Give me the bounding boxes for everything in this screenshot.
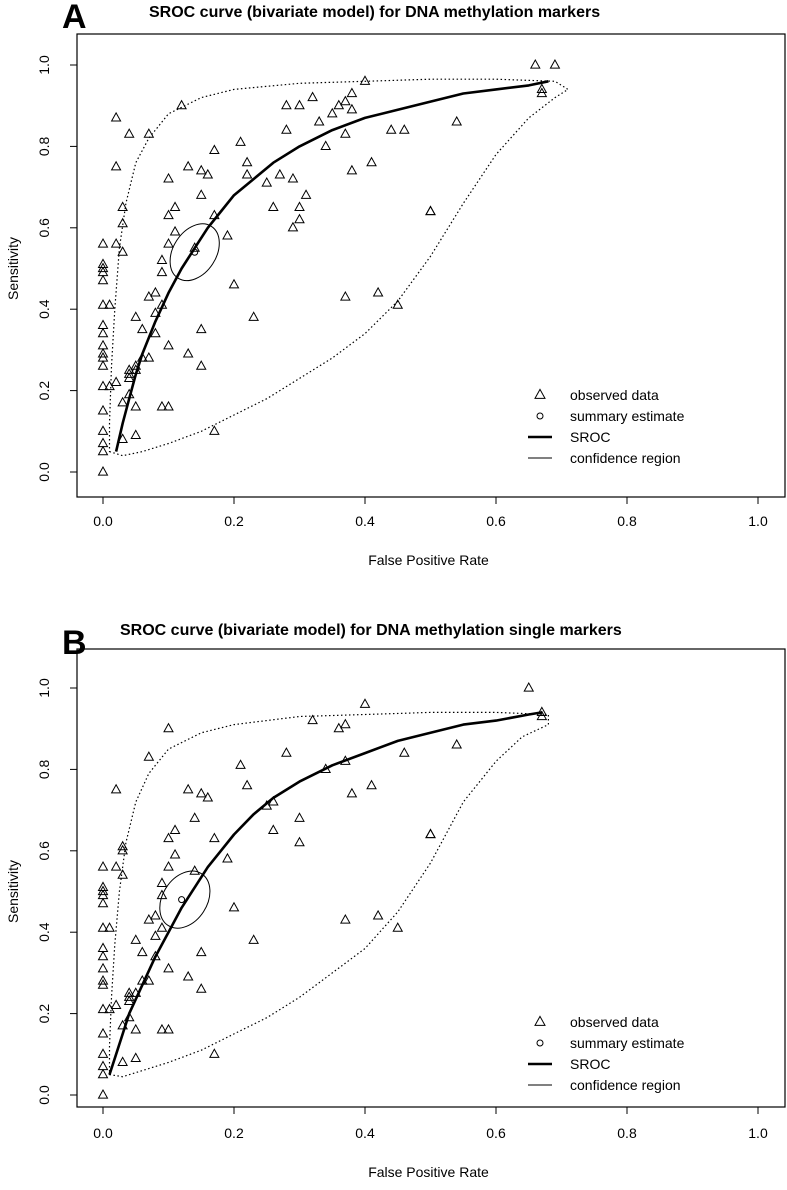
summary-confidence-ellipse xyxy=(160,215,230,290)
observed-data-point xyxy=(99,447,108,455)
observed-data-point xyxy=(164,834,173,842)
observed-data-point xyxy=(393,923,402,931)
observed-data-point xyxy=(157,878,166,886)
observed-data-point xyxy=(361,76,370,84)
observed-data-point xyxy=(347,105,356,113)
sroc-plot xyxy=(0,620,787,1190)
observed-data-point xyxy=(426,829,435,837)
legend-label: observed data xyxy=(570,387,659,403)
observed-data-point xyxy=(99,862,108,870)
observed-data-point xyxy=(197,948,206,956)
y-tick-label: 0.8 xyxy=(36,759,52,780)
observed-data-point xyxy=(131,1053,140,1061)
observed-data-point xyxy=(112,377,121,385)
observed-data-point xyxy=(387,125,396,133)
chart-panel-b xyxy=(0,620,787,1190)
observed-data-point xyxy=(426,206,435,214)
legend-label: observed data xyxy=(570,1014,659,1030)
observed-data-point xyxy=(131,935,140,943)
observed-data-point xyxy=(249,935,258,943)
observed-data-point xyxy=(295,101,304,109)
observed-data-point xyxy=(426,206,435,214)
observed-data-point xyxy=(223,854,232,862)
x-tick-label: 0.4 xyxy=(355,1125,375,1141)
observed-data-point xyxy=(210,1049,219,1057)
legend xyxy=(528,1014,685,1093)
y-tick-label: 0.0 xyxy=(36,1085,52,1105)
observed-data-point xyxy=(210,426,219,434)
observed-data-point xyxy=(288,174,297,182)
legend-summary-symbol xyxy=(537,1040,543,1046)
observed-data-point xyxy=(131,312,140,320)
observed-data-point xyxy=(99,1061,108,1069)
y-axis-label: Sensitivity xyxy=(5,236,21,301)
sroc-curve xyxy=(116,81,548,451)
observed-data-point xyxy=(99,276,108,284)
observed-data-point xyxy=(184,972,193,980)
x-tick-label: 0.0 xyxy=(93,1125,113,1141)
observed-data-point xyxy=(367,781,376,789)
observed-data-point xyxy=(341,915,350,923)
observed-data-point xyxy=(138,948,147,956)
observed-data-point xyxy=(262,178,271,186)
observed-data-point xyxy=(151,911,160,919)
observed-data-point xyxy=(367,158,376,166)
x-tick-label: 0.4 xyxy=(355,513,375,529)
observed-data-point xyxy=(374,288,383,296)
observed-data-point xyxy=(118,1057,127,1065)
observed-data-point xyxy=(308,93,317,101)
x-tick-label: 1.0 xyxy=(748,1125,768,1141)
y-tick-label: 0.0 xyxy=(36,462,52,482)
observed-data-point xyxy=(197,789,206,797)
observed-data-point xyxy=(99,320,108,328)
observed-data-point xyxy=(243,158,252,166)
observed-data-point xyxy=(157,255,166,263)
observed-data-point xyxy=(210,145,219,153)
x-axis-label: False Positive Rate xyxy=(368,552,489,568)
observed-data-point xyxy=(341,97,350,105)
x-tick-label: 0.0 xyxy=(93,513,113,529)
chart-title: SROC curve (bivariate model) for DNA methylation markers xyxy=(149,4,601,21)
observed-data-point xyxy=(99,361,108,369)
observed-data-point xyxy=(157,923,166,931)
observed-data-point xyxy=(400,748,409,756)
observed-data-point xyxy=(282,748,291,756)
observed-data-point xyxy=(210,834,219,842)
observed-data-point xyxy=(236,760,245,768)
observed-data-point xyxy=(341,292,350,300)
legend-observed-symbol xyxy=(535,1016,545,1025)
observed-data-point xyxy=(190,866,199,874)
y-tick-label: 0.2 xyxy=(36,1003,52,1024)
legend-label: summary estimate xyxy=(570,408,685,424)
observed-data-point xyxy=(400,125,409,133)
observed-data-point xyxy=(184,785,193,793)
observed-data-point xyxy=(230,280,239,288)
y-tick-label: 0.8 xyxy=(36,136,52,157)
observed-data-point xyxy=(275,170,284,178)
observed-data-point xyxy=(164,211,173,219)
x-tick-label: 0.6 xyxy=(486,513,506,529)
observed-data-point xyxy=(171,202,180,210)
observed-data-point xyxy=(118,202,127,210)
observed-data-point xyxy=(328,109,337,117)
observed-data-point xyxy=(164,174,173,182)
observed-data-point xyxy=(131,430,140,438)
observed-data-point xyxy=(171,850,180,858)
observed-data-point xyxy=(112,239,121,247)
observed-data-point xyxy=(99,341,108,349)
observed-data-point xyxy=(99,952,108,960)
legend-label: SROC xyxy=(570,429,611,445)
legend-label: SROC xyxy=(570,1056,611,1072)
observed-data-point xyxy=(243,781,252,789)
observed-data-point xyxy=(151,931,160,939)
observed-data-point xyxy=(282,101,291,109)
legend-observed-symbol xyxy=(535,389,545,398)
legend-label: confidence region xyxy=(570,450,681,466)
observed-data-point xyxy=(341,129,350,137)
observed-data-point xyxy=(374,911,383,919)
x-tick-label: 0.2 xyxy=(224,513,244,529)
observed-data-point xyxy=(550,60,559,68)
observed-data-point xyxy=(269,825,278,833)
observed-data-point xyxy=(151,288,160,296)
observed-data-point xyxy=(112,1000,121,1008)
legend-label: summary estimate xyxy=(570,1035,685,1051)
x-tick-label: 0.2 xyxy=(224,1125,244,1141)
observed-data-point xyxy=(295,215,304,223)
observed-data-point xyxy=(184,162,193,170)
observed-data-point xyxy=(452,117,461,125)
observed-data-point xyxy=(99,1029,108,1037)
observed-data-point xyxy=(197,984,206,992)
observed-data-point xyxy=(315,117,324,125)
y-tick-label: 1.0 xyxy=(36,678,52,698)
x-tick-label: 0.8 xyxy=(617,513,637,529)
observed-data-point xyxy=(361,699,370,707)
observed-data-point xyxy=(125,129,134,137)
observed-data-point xyxy=(164,964,173,972)
observed-data-point xyxy=(99,438,108,446)
observed-data-point xyxy=(99,899,108,907)
observed-data-point xyxy=(223,231,232,239)
observed-data-point xyxy=(99,467,108,475)
observed-data-point xyxy=(452,740,461,748)
observed-data-point xyxy=(99,964,108,972)
observed-data-point xyxy=(164,724,173,732)
observed-data-point xyxy=(171,227,180,235)
observed-data-point xyxy=(341,720,350,728)
observed-data-point xyxy=(138,325,147,333)
observed-data-point xyxy=(99,426,108,434)
observed-data-point xyxy=(288,223,297,231)
observed-data-point xyxy=(157,268,166,276)
chart-title: SROC curve (bivariate model) for DNA methylation single markers xyxy=(120,622,622,639)
x-axis-label: False Positive Rate xyxy=(368,1164,489,1180)
observed-data-point xyxy=(249,312,258,320)
y-tick-label: 0.6 xyxy=(36,218,52,238)
observed-data-point xyxy=(112,113,121,121)
observed-data-point xyxy=(295,813,304,821)
observed-data-point xyxy=(99,1049,108,1057)
y-tick-label: 0.2 xyxy=(36,380,52,401)
observed-data-point xyxy=(269,202,278,210)
observed-data-point xyxy=(531,60,540,68)
observed-data-point xyxy=(230,903,239,911)
panel-label: A xyxy=(62,0,87,36)
observed-data-point xyxy=(190,813,199,821)
observed-data-point xyxy=(282,125,291,133)
observed-data-point xyxy=(99,329,108,337)
observed-data-point xyxy=(118,398,127,406)
legend-summary-symbol xyxy=(537,413,543,419)
observed-data-point xyxy=(131,402,140,410)
confidence-region xyxy=(110,79,569,456)
observed-data-point xyxy=(197,190,206,198)
y-tick-label: 0.4 xyxy=(36,922,52,942)
observed-data-point xyxy=(112,162,121,170)
observed-data-point xyxy=(164,239,173,247)
summary-estimate-point xyxy=(179,897,185,903)
observed-data-point xyxy=(295,202,304,210)
observed-data-point xyxy=(164,862,173,870)
observed-data-point xyxy=(99,406,108,414)
observed-data-point xyxy=(99,1090,108,1098)
observed-data-point xyxy=(131,1025,140,1033)
observed-data-point xyxy=(243,170,252,178)
legend xyxy=(528,387,685,466)
observed-data-point xyxy=(164,341,173,349)
observed-data-point xyxy=(112,785,121,793)
observed-data-point xyxy=(112,862,121,870)
panel-label: B xyxy=(62,624,87,662)
observed-data-point xyxy=(347,88,356,96)
observed-data-point xyxy=(99,943,108,951)
observed-data-point xyxy=(295,838,304,846)
observed-data-point xyxy=(144,752,153,760)
observed-data-point xyxy=(426,829,435,837)
legend-label: confidence region xyxy=(570,1077,681,1093)
observed-data-point xyxy=(197,325,206,333)
y-tick-label: 0.4 xyxy=(36,299,52,319)
x-tick-label: 0.8 xyxy=(617,1125,637,1141)
observed-data-point xyxy=(347,166,356,174)
observed-data-point xyxy=(144,129,153,137)
sroc-curve xyxy=(110,712,542,1074)
x-tick-label: 1.0 xyxy=(748,513,768,529)
observed-data-point xyxy=(184,349,193,357)
observed-data-point xyxy=(524,683,533,691)
observed-data-point xyxy=(302,190,311,198)
observed-data-point xyxy=(347,789,356,797)
y-tick-label: 1.0 xyxy=(36,55,52,75)
observed-data-point xyxy=(99,239,108,247)
observed-data-point xyxy=(321,141,330,149)
observed-data-point xyxy=(171,825,180,833)
observed-data-point xyxy=(118,219,127,227)
observed-data-point xyxy=(99,1070,108,1078)
observed-data-point xyxy=(236,137,245,145)
x-tick-label: 0.6 xyxy=(486,1125,506,1141)
observed-data-point xyxy=(197,166,206,174)
observed-data-point xyxy=(197,361,206,369)
y-axis-label: Sensitivity xyxy=(5,859,21,924)
y-tick-label: 0.6 xyxy=(36,841,52,861)
